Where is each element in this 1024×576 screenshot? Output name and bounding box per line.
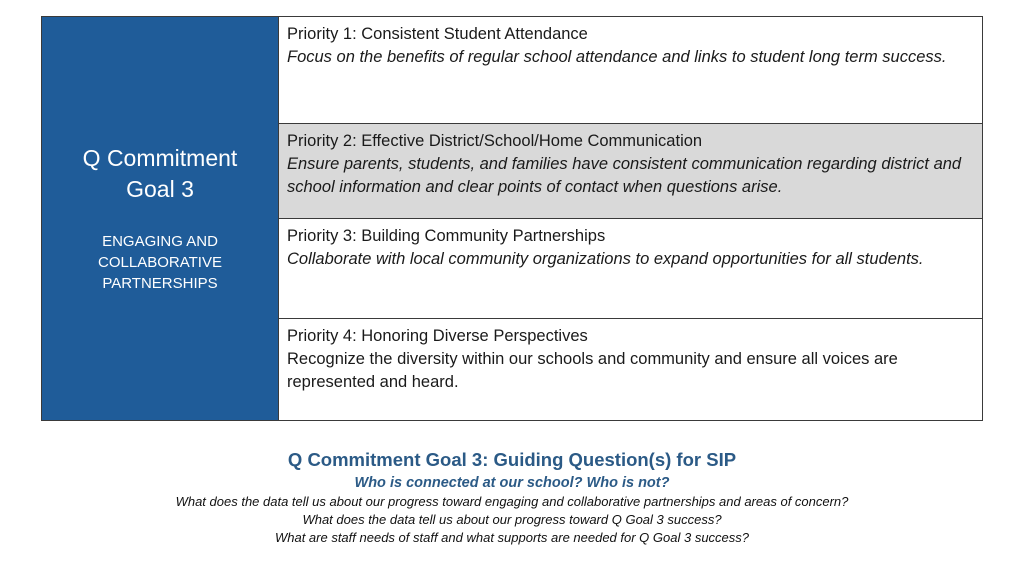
- priority-description: Ensure parents, students, and families have consistent communication regarding district and school information and clear points of contact when questions arise.: [287, 155, 962, 196]
- priority-description: Recognize the diversity within our schools and community and ensure all voices are represented and heard.: [287, 350, 898, 391]
- priority-title: Priority 1: Consistent Student Attendance: [287, 25, 588, 43]
- priority-list: [279, 17, 982, 420]
- priority-description: Collaborate with local community organizations to expand opportunities for all students.: [287, 250, 924, 268]
- goal-title: Q Commitment Goal 3: [82, 145, 238, 202]
- guiding-subheading: Who is connected at our school? Who is not?: [354, 475, 670, 491]
- guiding-question: What does the data tell us about our progress toward engaging and collaborative partnerships and areas of concern?: [175, 494, 849, 509]
- priority-description: Focus on the benefits of regular school attendance and links to student long term success.: [287, 48, 947, 66]
- guiding-questions: [0, 447, 1024, 547]
- guiding-question: What are staff needs of staff and what supports are needed for Q Goal 3 success?: [274, 530, 750, 545]
- priority-row-2: [279, 124, 982, 219]
- priority-title: Priority 4: Honoring Diverse Perspectives: [287, 327, 588, 345]
- priority-title: Priority 2: Effective District/School/Home Communication: [287, 132, 703, 150]
- priority-row-4: [279, 319, 982, 420]
- guiding-question: What does the data tell us about our progress toward Q Goal 3 success?: [302, 512, 722, 527]
- priorities-table: [41, 16, 983, 421]
- goal-panel: [42, 17, 279, 420]
- priority-title: Priority 3: Building Community Partnerships: [287, 227, 606, 245]
- goal-subtitle: ENGAGING AND COLLABORATIVE PARTNERSHIPS: [98, 233, 222, 292]
- guiding-heading: Q Commitment Goal 3: Guiding Question(s) for SIP: [287, 449, 737, 470]
- priority-row-3: [279, 219, 982, 319]
- priority-row-1: [279, 17, 982, 124]
